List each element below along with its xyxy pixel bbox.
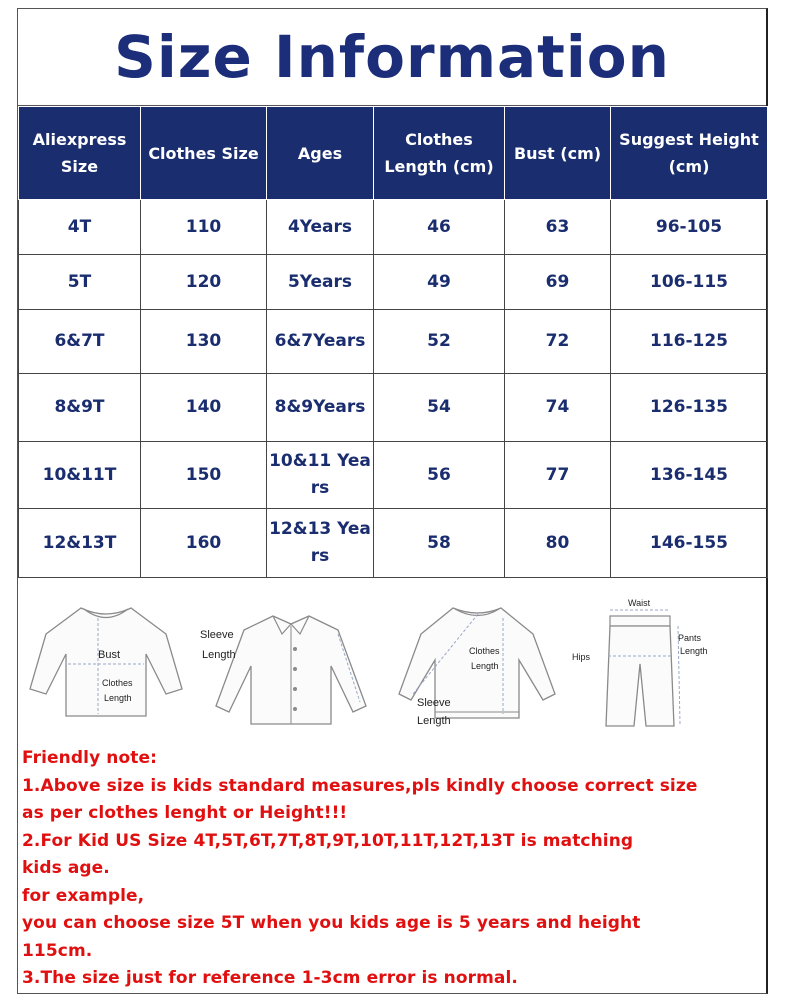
cell-clothes-length: 49	[374, 255, 505, 310]
cell-aliexpress-size: 8&9T	[19, 374, 141, 442]
cell-clothes-length: 54	[374, 374, 505, 442]
note-line: as per clothes lenght or Height!!!	[22, 803, 348, 823]
cell-aliexpress-size: 5T	[19, 255, 141, 310]
note-line: 1.Above size is kids standard measures,pls kindly choose correct size	[22, 775, 698, 796]
cell-aliexpress-size: 12&13T	[19, 509, 141, 578]
note-line: 115cm.	[22, 940, 93, 961]
cell-suggest-height: 126-135	[611, 374, 768, 442]
header-bust: Bust (cm)	[505, 107, 611, 200]
cell-ages: 6&7Years	[267, 310, 374, 374]
cell-ages: 10&11 Years	[267, 442, 374, 509]
table-row	[19, 200, 768, 255]
tshirt-illustration	[26, 594, 186, 729]
cell-bust: 80	[505, 509, 611, 578]
cell-bust: 77	[505, 442, 611, 509]
cell-clothes-size: 150	[141, 442, 267, 509]
cell-suggest-height: 146-155	[611, 509, 768, 578]
cell-clothes-length: 46	[374, 200, 505, 255]
cell-suggest-height: 136-145	[611, 442, 768, 509]
cell-aliexpress-size: 6&7T	[19, 310, 141, 374]
table-row	[19, 310, 768, 374]
cell-ages: 5Years	[267, 255, 374, 310]
table-row	[19, 255, 768, 310]
cell-bust: 74	[505, 374, 611, 442]
cell-clothes-size: 110	[141, 200, 267, 255]
pants-length-label: Length	[680, 646, 708, 656]
cell-suggest-height: 116-125	[611, 310, 768, 374]
sleeve-length-label: Sleeve	[417, 697, 451, 709]
cell-ages: 12&13 Years	[267, 509, 374, 578]
clothes-length-label: Clothes	[469, 646, 500, 656]
clothes-length-label: Clothes	[102, 678, 133, 688]
size-chart-sheet	[17, 8, 768, 994]
cell-clothes-length: 58	[374, 509, 505, 578]
table-header-row	[19, 107, 768, 200]
cell-suggest-height: 96-105	[611, 200, 768, 255]
note-line: kids age.	[22, 858, 110, 878]
header-clothes-length: Clothes Length (cm)	[374, 107, 505, 200]
clothes-length-label: Length	[471, 661, 499, 671]
cell-clothes-length: 52	[374, 310, 505, 374]
cell-clothes-size: 120	[141, 255, 267, 310]
header-suggest-height: Suggest Height (cm)	[611, 107, 768, 200]
sleeve-length-label: Sleeve	[200, 629, 234, 641]
page-title: Size Information	[114, 23, 670, 91]
cell-suggest-height: 106-115	[611, 255, 768, 310]
cell-clothes-size: 160	[141, 509, 267, 578]
header-ages: Ages	[267, 107, 374, 200]
title-bar	[18, 9, 766, 106]
table-row	[19, 442, 768, 509]
bust-label: Bust	[98, 649, 121, 661]
cell-clothes-size: 140	[141, 374, 267, 442]
sleeve-length-label: Length	[417, 715, 451, 727]
note-heading: Friendly note:	[22, 748, 158, 768]
note-line: you can choose size 5T when you kids age is 5 years and height	[22, 913, 641, 933]
sweater-illustration	[383, 594, 563, 734]
cell-bust: 63	[505, 200, 611, 255]
table-row	[19, 509, 768, 578]
clothes-length-label: Length	[104, 693, 132, 703]
friendly-note	[22, 745, 767, 993]
measurement-illustrations	[18, 582, 767, 742]
size-table	[18, 106, 768, 578]
header-aliexpress-size: Aliexpress Size	[19, 107, 141, 200]
cell-aliexpress-size: 4T	[19, 200, 141, 255]
cell-ages: 8&9Years	[267, 374, 374, 442]
shirt-illustration	[198, 594, 378, 734]
note-line: 3.The size just for reference 1-3cm error is normal.	[22, 968, 518, 988]
cell-clothes-length: 56	[374, 442, 505, 509]
cell-aliexpress-size: 10&11T	[19, 442, 141, 509]
cell-clothes-size: 130	[141, 310, 267, 374]
waist-label: Waist	[628, 598, 651, 608]
pants-illustration	[568, 594, 728, 734]
note-line: for example,	[22, 885, 145, 906]
header-clothes-size: Clothes Size	[141, 107, 267, 200]
pants-length-label: Pants	[678, 633, 702, 643]
cell-bust: 72	[505, 310, 611, 374]
cell-ages: 4Years	[267, 200, 374, 255]
table-row	[19, 374, 768, 442]
sleeve-length-label: Length	[202, 649, 236, 661]
note-line: 2.For Kid US Size 4T,5T,6T,7T,8T,9T,10T,11T,12T,13T is matching	[22, 830, 634, 851]
cell-bust: 69	[505, 255, 611, 310]
hips-label: Hips	[572, 652, 591, 662]
